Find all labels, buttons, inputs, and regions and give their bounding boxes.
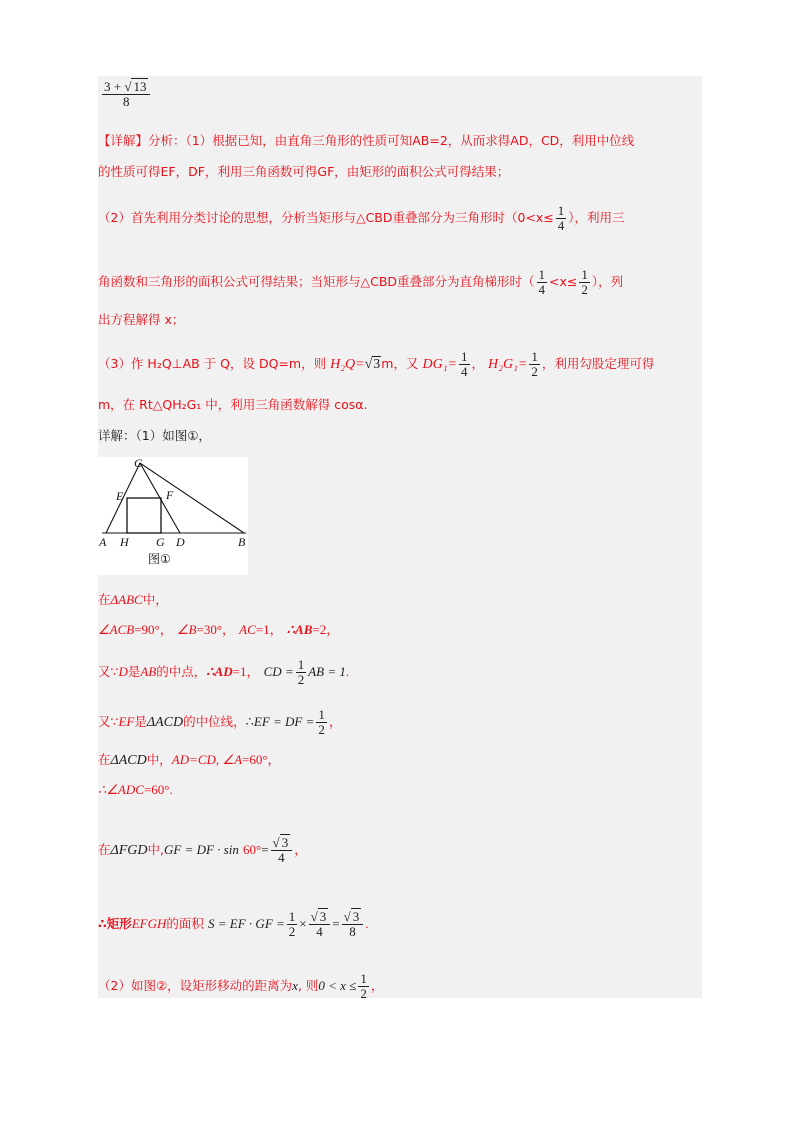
label-c: C [134,457,143,470]
value-2: =2， [312,622,340,637]
solution-line-4 [98,708,342,737]
text-is: 是 [127,664,141,679]
rectangle-efgh [127,498,161,533]
math-efgh: EFGH [131,916,167,931]
frac-two: 2 [581,282,588,297]
solution-heading: 详解：（1）如图①， [98,428,211,443]
math-ab: AB [140,664,157,679]
analysis-h2g1: H₂G₁= [488,357,528,372]
text-zhong-5: 中， [146,752,172,767]
frac-two: 2 [318,722,325,737]
frac-two: 2 [531,364,538,379]
document-page [98,76,702,1001]
frac-one: 1 [557,203,565,218]
math-d: D [118,664,128,679]
text-in-5: 在 [98,752,111,767]
value-60: =60°， [242,752,281,767]
analysis-text-6c: m，又 [381,356,419,371]
frac-four: 4 [538,282,546,297]
sqrt-sign: √ [272,835,280,850]
math-ab-eq-1: AB = 1 [308,664,346,679]
sqrt-value: 3 [281,835,289,850]
frac-two: 2 [360,986,367,1001]
math-x: x [292,978,298,993]
math-acd-2: ΔACD [110,753,147,768]
text-then: , 则 [297,978,319,993]
analysis-text-6a: （3）作 H₂Q⊥AB 于 Q，设 DQ=m，则 [98,356,327,371]
math-adc: ∴∠ADC [98,782,144,797]
frac-one: 1 [531,349,538,364]
detail-bracket: 【详解】 [98,133,149,148]
math-cd: CD = [263,664,294,679]
math-s: S = EF · GF = [208,916,285,931]
analysis-text-3b: ），利用三 [568,210,625,225]
period-8: . [365,916,369,931]
solution-line-8 [98,910,369,939]
sqrt-sign: √ [343,909,351,924]
math-b: ∠B [176,622,197,637]
label-b: B [238,535,246,549]
math-gf-sin: GF = DF · sin [164,842,239,857]
solution-line-2 [98,622,339,639]
text-therefore: ∴ [245,715,254,730]
text-midline: 的中位线， [183,714,246,729]
text-zhong: 中， [142,592,168,607]
analysis-line-4 [98,268,623,297]
value-30: =30°， [196,622,236,637]
solution-line-7 [98,836,307,865]
solution-line-1 [98,592,168,609]
math-ac: AC [239,622,256,637]
math-acd: ΔACD [146,715,184,730]
analysis-dg1: DG₁= [422,357,458,372]
analysis-text-3a: （2）首先利用分类讨论的思想，分析当矩形与△CBD重叠部分为三角形时（0<x≤ [98,210,554,225]
analysis-comma: ， [471,356,485,371]
frac-four: 4 [316,924,323,939]
text-move-distance: （2）如图②，设矩形移动的距离为 [98,978,293,993]
equals-7: = [261,842,269,857]
analysis-text-4c: ），列 [591,274,624,289]
period: . [345,664,350,679]
math-abc: ΔABC [110,592,143,607]
text-area: 的面积 [166,916,204,931]
text-because: 又∵ [98,664,119,679]
sqrt-value: 3 [373,357,381,372]
label-f: F [166,488,174,502]
solution-line-5 [98,752,281,769]
frac-one: 1 [538,267,546,282]
times: × [299,916,307,931]
frac-one: 1 [461,349,468,364]
math-range: 0 < x ≤ [318,978,357,993]
sqrt-value: 3 [352,909,360,924]
value-1: =1， [255,622,283,637]
math-therefore-ad: ∴AD [206,664,233,679]
frac-one: 1 [288,909,296,924]
analysis-line-6 [98,350,654,379]
label-h: H [120,535,129,549]
comma-4: ， [328,714,342,729]
text-zhong-7: 中, [147,842,164,857]
analysis-text-1: 分析：（1）根据已知，由直角三角形的性质可知AB=2，从而求得AD，CD，利用中位线 [148,133,635,148]
math-ef-df: EF = DF = [253,714,315,729]
math-fgd: ΔFGD [110,843,148,858]
top-fraction-numerator-b: 13 [133,79,147,94]
analysis-line-1 [98,133,634,149]
sqrt-value: 3 [319,909,327,924]
frac-one: 1 [581,267,588,282]
frac-eight: 8 [349,924,356,939]
math-ef: EF [118,714,135,729]
frac-two: 2 [288,924,296,939]
analysis-h2q: H₂Q= [330,357,365,372]
comma-9: ， [370,978,384,993]
text-midpoint: 的中点， [156,664,207,679]
analysis-line-7: m，在 Rt△QH₂G₁ 中，利用三角函数解得 cosα. [98,397,368,412]
angle-60: 60° [243,842,262,857]
triangle-figure [98,457,248,575]
label-g: G [156,535,165,549]
top-fraction: $\frac{3 + √ 13}{8}$ [100,80,152,109]
analysis-text-6g: ，利用勾股定理可得 [541,356,655,371]
solution-line-9 [98,972,384,1001]
frac-four: 4 [557,218,565,233]
text-is-2: 是 [134,714,147,729]
frac-four: 4 [461,364,468,379]
top-fraction-denominator: 8 [122,94,130,109]
text-in: 在 [98,592,111,607]
label-e: E [116,489,124,503]
label-a: A [99,535,107,549]
frac-two: 2 [297,672,305,687]
equals-8: = [332,916,340,931]
frac-one: 1 [297,657,305,672]
solution-line-6 [98,782,173,799]
value-60b: =60°. [143,782,173,797]
label-d: D [176,535,185,549]
top-fraction-numerator-a: 3 + [104,79,125,94]
analysis-line-2: 的性质可得EF，DF，利用三角函数可得GF，由矩形的面积公式可得结果； [98,164,510,179]
frac-one: 1 [318,707,325,722]
value-90: =90°， [134,622,173,637]
sqrt-sign: √ [364,357,373,372]
frac-one: 1 [360,971,367,986]
comma-7: ， [294,842,308,857]
sqrt-sign: √ [310,909,318,924]
math-therefore-ab: ∴AB [286,622,313,637]
analysis-text-4a: 角函数和三角形的面积公式可得结果；当矩形与△CBD重叠部分为直角梯形时（ [98,274,535,289]
math-acb: ∠ACB [98,622,135,637]
solution-line-3 [98,658,349,687]
text-rect: ∴矩形 [98,916,132,931]
analysis-line-3 [98,204,625,233]
value-1b: =1， [232,664,260,679]
frac-four: 4 [278,850,285,865]
figure-caption: 图① [148,552,171,566]
math-ad-cd: AD=CD, ∠A [171,752,243,767]
text-because-2: 又∵ [98,714,119,729]
analysis-text-4b: <x≤ [549,274,578,289]
analysis-line-5: 出方程解得 x； [98,312,185,327]
text-in-7: 在 [98,842,111,857]
